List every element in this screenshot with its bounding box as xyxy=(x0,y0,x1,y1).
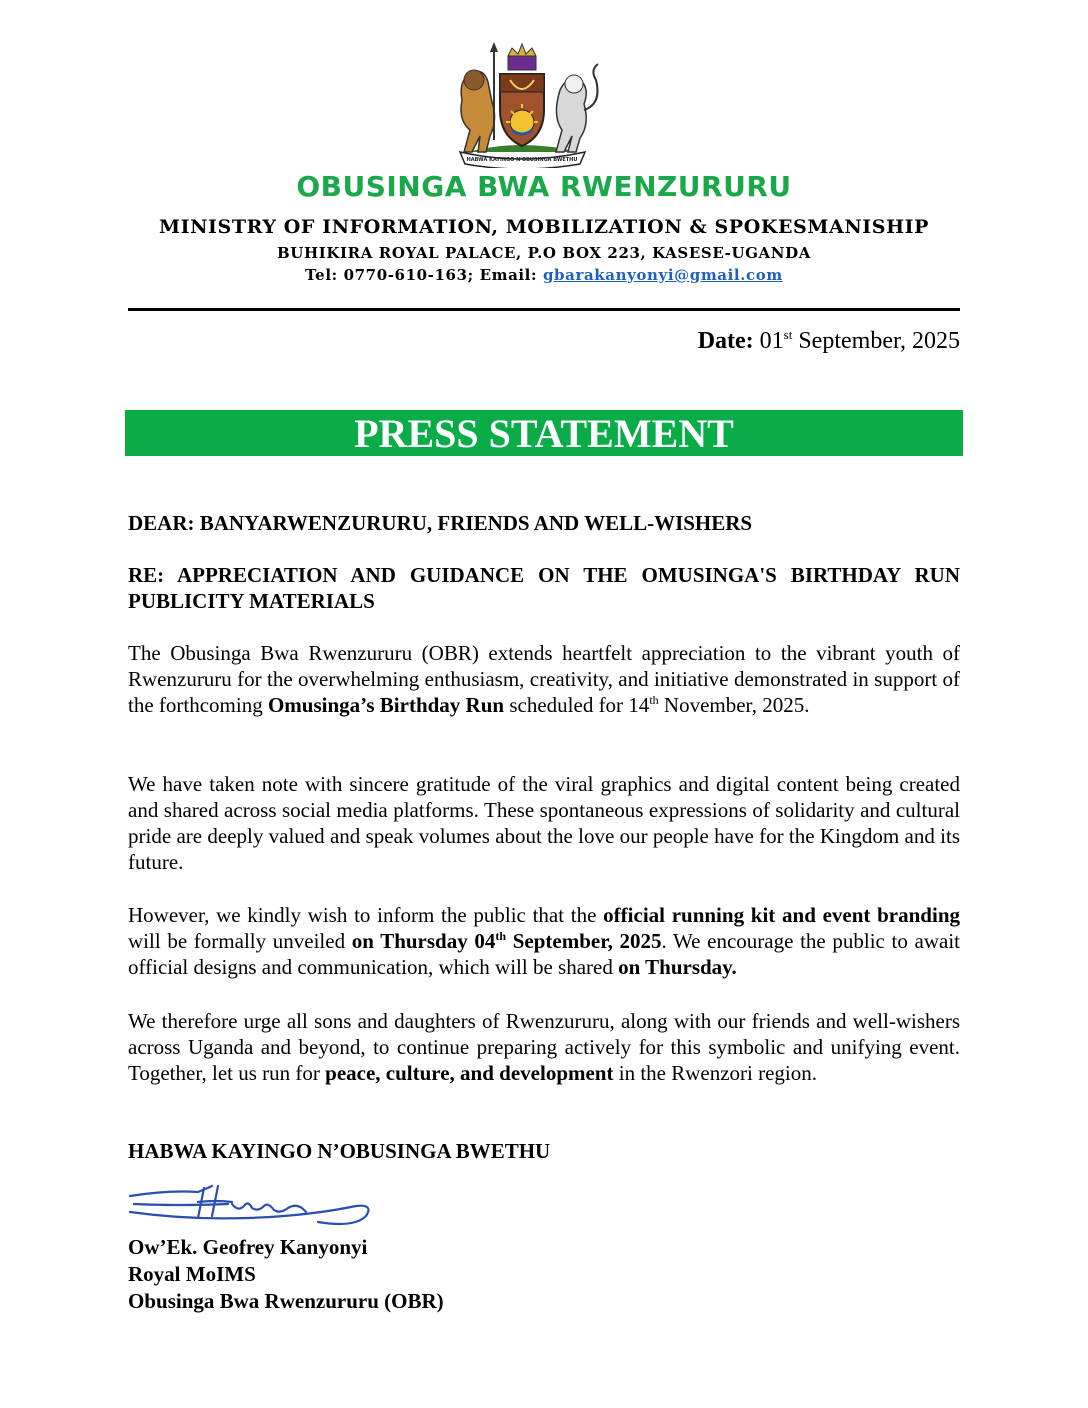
postal-address: BUHIKIRA ROYAL PALACE, P.O BOX 223, KASESE-UGANDA xyxy=(277,244,811,262)
para3-text-c: will be formally unveiled xyxy=(128,929,352,953)
para4-bold: peace, culture, and development xyxy=(325,1061,614,1085)
para1-sup: th xyxy=(649,693,659,707)
handwritten-signature xyxy=(128,1182,378,1232)
para1-text-c: scheduled for 14 xyxy=(504,693,650,717)
header-divider xyxy=(128,308,960,311)
para3-bold-kit: official running kit and event branding xyxy=(603,903,960,927)
subject-line: RE: APPRECIATION AND GUIDANCE ON THE OMUSINGA'S BIRTHDAY RUN PUBLICITY MATERIALS xyxy=(128,563,960,613)
press-statement-banner: PRESS STATEMENT xyxy=(125,410,963,456)
salutation: DEAR: BANYARWENZURURU, FRIENDS AND WELL-WISHERS xyxy=(128,511,753,535)
paragraph-2: We have taken note with sincere gratitude of the viral graphics and digital content being created and shared across social media platforms. These spontaneous expressions of solidarity and cultural pride are deeply valued and speak volumes about the love our people have for the Kingdom and its future. xyxy=(128,772,960,874)
date-rest: September, 2025 xyxy=(792,328,960,354)
para1-text-d: November, 2025. xyxy=(658,693,810,717)
coat-of-arms-logo xyxy=(440,40,605,168)
date-line xyxy=(698,328,960,355)
para3-text-a: However, we kindly wish to inform the public that the xyxy=(128,903,604,927)
contact-line xyxy=(0,266,1088,284)
signatory-name: Ow’Ek. Geofrey Kanyonyi xyxy=(128,1235,368,1259)
date-day: 01 xyxy=(759,328,784,354)
paragraph-1 xyxy=(128,640,960,718)
signatory-title: Royal MoIMS xyxy=(128,1262,256,1286)
crest-motto-text: HABWA KAYINGO N'OBUSINGA BWETHU xyxy=(466,157,578,163)
tel-label: Tel: 0770-610-163; Email: xyxy=(305,266,543,284)
para3-date-rest: September, 2025 xyxy=(506,929,662,953)
org-name: OBUSINGA BWA RWENZURURU xyxy=(296,170,792,203)
date-day-suffix: st xyxy=(783,327,793,342)
paragraph-4 xyxy=(128,1008,960,1086)
paragraph-3 xyxy=(128,902,960,980)
para1-bold: Omusinga’s Birthday Run xyxy=(267,693,505,717)
email-link[interactable]: gbarakanyonyi@gmail.com xyxy=(542,266,783,284)
signatory-block xyxy=(128,1234,444,1315)
ministry-name: MINISTRY OF INFORMATION, MOBILIZATION & SPOKESMANISHIP xyxy=(158,216,930,238)
closing-motto: HABWA KAYINGO N’OBUSINGA BWETHU xyxy=(128,1139,551,1163)
para3-sup: th xyxy=(495,929,507,943)
para3-date-day: on Thursday 04 xyxy=(351,929,496,953)
para4-text-c: in the Rwenzori region. xyxy=(613,1061,818,1085)
para3-bold-date xyxy=(352,929,662,953)
date-label: Date: xyxy=(697,328,754,354)
signatory-org: Obusinga Bwa Rwenzururu (OBR) xyxy=(128,1289,444,1313)
para1-text-a: The Obusinga Bwa Rwenzururu (OBR) extends heartfelt appreciation to the vibrant youth of Rwenzururu for the overwhelming enthusiasm, creativity, and initiative demonstrated in support of the forthcoming xyxy=(128,641,960,717)
para3-text-f: . We encourage the public to await official designs and communication, which will be shared xyxy=(128,929,960,979)
para3-bold-thursday: on Thursday. xyxy=(618,955,737,979)
para4-text-a: We therefore urge all sons and daughters of Rwenzururu, along with our friends and well-wishers across Uganda and beyond, to continue preparing actively for this symbolic and unifying event. Together, let us run for xyxy=(128,1009,960,1085)
